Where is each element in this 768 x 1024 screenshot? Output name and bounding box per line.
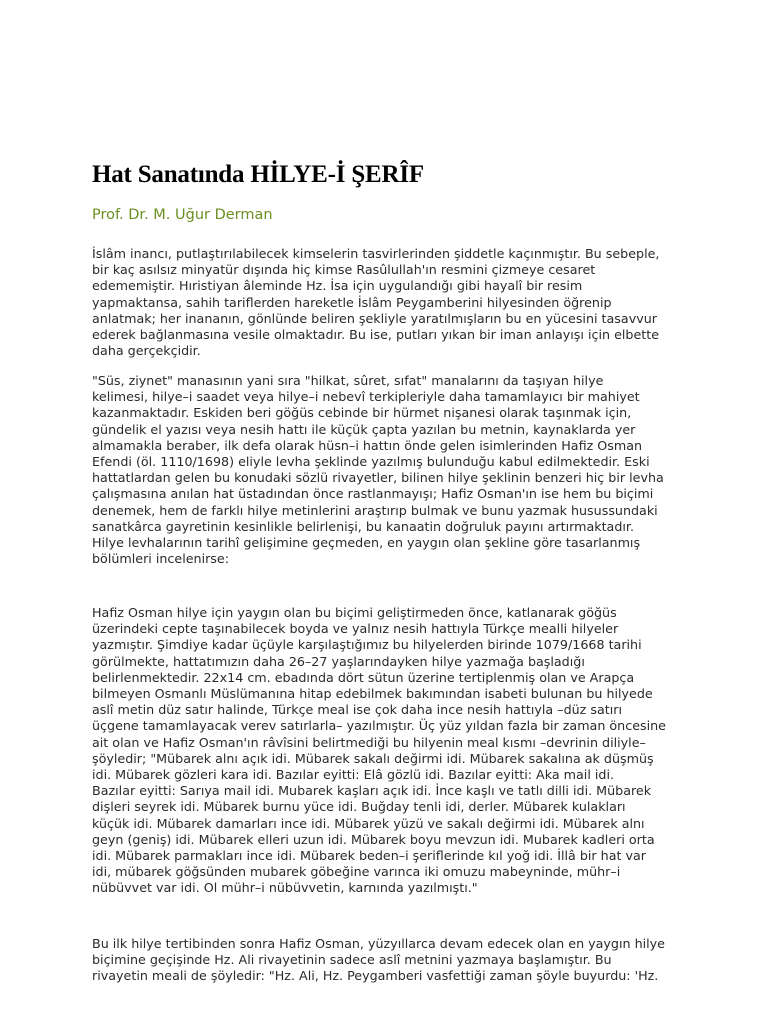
text-line: daha gerçekçidir.	[92, 343, 201, 359]
text-line: Bazılar eyitti: Sarıya mail idi. Mubarek kaşları açık idi. İnce kaşlı ve tatlı dilli idi. Mübarek	[92, 783, 652, 799]
text-line: üzerindeki cepte taşınabilecek boyda ve yalnız nesih hattıyla Türkçe mealli hilyeler	[92, 621, 619, 637]
text-line: yazmıştır. Şimdiye kadar üçüyle karşılaştığımız bu hilyelerden birinde 1079/1668 tarihi	[92, 637, 642, 653]
text-line: anlatmak; her inananın, gönlünde beliren şekliyle yaratılmışların bu en yücesini tasavvur	[92, 310, 657, 326]
paragraph-1	[92, 246, 692, 359]
text-line: idi, mübarek göğsünden mubarek göbeğine varınca iki omuzu mabeyninde, mühr–i	[92, 864, 621, 880]
text-line: küçük idi. Mübarek damarları ince idi. Mübarek yüzü ve sakalı değirmi idi. Mübarek alnı	[92, 815, 645, 831]
paragraph-2	[92, 373, 692, 567]
text-line: almamakla beraber, ilk defa olarak hüsn–i hattın önde gelen isimlerinden Hafiz Osman	[92, 437, 643, 453]
text-line: Hilye levhalarının tarihî gelişimine geçmeden, en yaygın olan şekline göre tasarlanmış	[92, 535, 641, 551]
text-line: idi. Mübarek parmakları ince idi. Mübarek beden–i şeriflerinde kıl yoğ idi. İllâ bir hat var	[92, 848, 646, 864]
text-line: bir kaç asılsız minyatür dışında hiç kimse Rasûlullah'ın resmini çizmeye cesaret	[92, 262, 596, 278]
text-line: Bu ilk hilye tertibinden sonra Hafiz Osman, yüzyıllarca devam edecek olan en yaygın hilye	[92, 936, 665, 951]
text-line: Hafiz Osman hilye için yaygın olan bu biçimi geliştirmeden önce, katlanarak göğüs	[92, 605, 617, 620]
text-line: kazanmaktadır. Eskiden beri göğüs cebinde bir hürmet nişanesi olarak taşınmak için,	[92, 405, 632, 421]
text-line: gündelik el yazısı veya nesih hattı ile küçük çapta yazılan bu metnin, kaynaklarda yer	[92, 421, 636, 437]
text-line: dişleri seyrek idi. Mübarek burnu yüce idi. Buğday tenli idi, derler. Mübarek kulakları	[92, 799, 626, 815]
text-line: ait olan ve Hafiz Osman'ın râvîsini belirtmediği bu hilyenin meal kısmı –devrinin diliyle–	[92, 734, 646, 750]
text-line: bölümleri incelenirse:	[92, 551, 229, 567]
text-line: nübüvvet var idi. Ol mühr–i nübüvvetin, karnında yazılmıştı."	[92, 880, 478, 896]
text-line: denemek, hem de farklı hilye metinlerini araştırıp bulmak ve bunu yazmak husussundaki	[92, 502, 658, 518]
text-line: bilmeyen Osmanlı Müslümanına hitap edebilmek bakımından isabeti bulunan bu hilyede	[92, 686, 653, 702]
document-title: Hat Sanatında HİLYE-İ ŞERÎF	[92, 161, 424, 188]
text-line: yapmaktansa, sahih tariflerden hareketle İslâm Peygamberini hilyesinden öğrenip	[92, 294, 612, 310]
text-line: biçimine geçişinde Hz. Ali rivayetinin sadece aslî metnini yazmaya başlamıştır. Bu	[92, 952, 612, 968]
text-line: "Süs, ziynet" manasının yani sıra "hilkat, sûret, sıfat" manalarını da taşıyan hilye	[92, 373, 604, 388]
author-name: Prof. Dr. M. Uğur Derman	[92, 207, 273, 223]
text-line: Efendi (öl. 1110/1698) eliyle levha şeklinde yazılmış bulunduğu kabul edilmektedir. Eski	[92, 454, 650, 470]
text-line: şöyledir; "Mübarek alnı açık idi. Mübarek sakalı değirmi idi. Mübarek sakalına ak düşmüş	[92, 750, 654, 766]
text-line: kelimesi, hilye–i saadet veya hilye–i nebevî terkipleriyle daha tamamlayıcı bir mahiyet	[92, 389, 640, 405]
paragraph-3	[92, 605, 692, 897]
text-line: sanatkârca gayretinin kesinlikle belirlenişi, bu kanaatin doğruluk payını artırmaktadır.	[92, 518, 634, 534]
text-line: üçgene tamamlayacak verev satırlarla– yazılmıştır. Üç yüz yıldan fazla bir zaman öncesine	[92, 718, 666, 734]
text-line: çalışmasına anılan hat üstadından önce rastlanmayışı; Hafiz Osman'ın ise hem bu biçimi	[92, 486, 654, 502]
text-line: ederek bağlanmasına vesile olmaktadır. Bu ise, putları yıkan bir iman anlayışı için elbette	[92, 327, 660, 343]
text-line: aslî metin düz satır halinde, Türkçe meal ise çok daha ince nesih hattıyla –düz satırı	[92, 702, 622, 718]
text-line: görülmekte, hattatımızın daha 26–27 yaşlarındayken hilye yazmağa başladığı	[92, 653, 585, 669]
text-line: geyn (geniş) idi. Mübarek elleri uzun idi. Mübarek boyu mevzun idi. Mubarek kadleri orta	[92, 831, 655, 847]
paragraph-4	[92, 936, 692, 985]
text-line: edememiştir. Hıristiyan âleminde Hz. İsa için uygulandığı gibi hayalî bir resim	[92, 278, 583, 294]
text-line: idi. Mübarek gözleri kara idi. Bazılar eyitti: Elâ gözlü idi. Bazılar eyitti: Aka mail idi.	[92, 767, 615, 783]
text-line: rivayetin meali de şöyledir: "Hz. Ali, Hz. Peygamberi vasfettiği zaman şöyle buyurdu: 'Hz.	[92, 968, 659, 984]
text-line: belirlenmektedir. 22x14 cm. ebadında dört sütun üzerine tertiplenmiş olan ve Arapça	[92, 669, 635, 685]
text-line: hattatlardan gelen bu konudaki sözlü rivayetler, bilinen hilye şeklinin benzeri hiç bir levha	[92, 470, 664, 486]
text-line: İslâm inancı, putlaştırılabilecek kimselerin tasvirlerinden şiddetle kaçınmıştır. Bu sebeple,	[92, 246, 660, 261]
